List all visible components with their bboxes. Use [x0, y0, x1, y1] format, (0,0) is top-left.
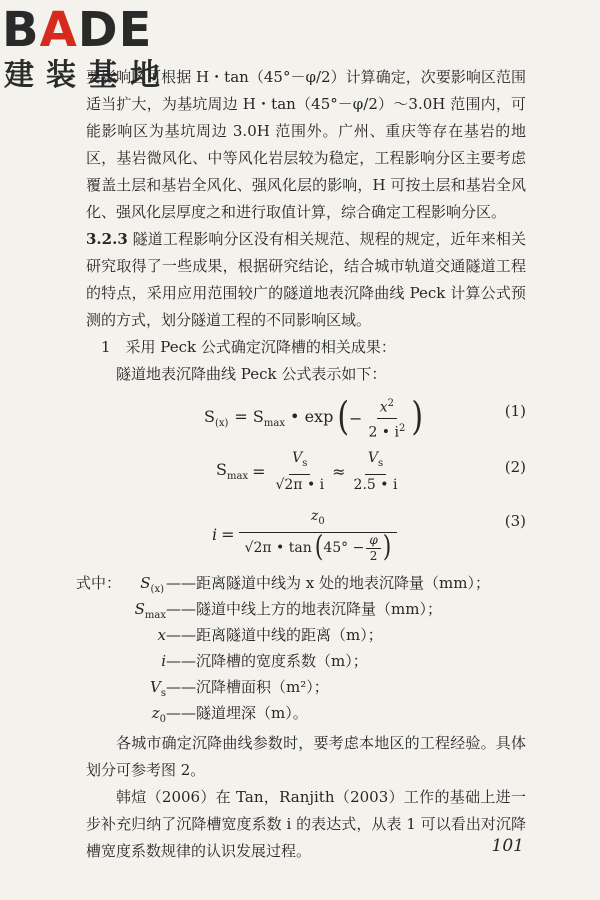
logo-wordmark: BADE: [2, 2, 153, 58]
eq2-fraction-1: $\frac{V_s}{√2\pi • i}$: [275, 450, 325, 493]
definitions-intro: 式中：: [76, 574, 122, 592]
section-text: 隧道工程影响分区没有相关规范、规程的规定，近年来相关研究取得了一些成果，根据研究结论，结合城市轨道交通隧道工程的特点，采用应用范围较广的隧道地表沉降曲线 Peck 计算公式预测的方式，划分隧道工程的不同影响区域。: [86, 230, 526, 329]
paragraph-cities: 各城市确定沉降曲线参数时，要考虑本地区的工程经验。具体划分可参考图 2。: [86, 734, 526, 779]
equation-3: i = $z_0$ √2π • tan ( 45° − $\frac{\varphi}{2}$ ) (3): [212, 508, 526, 564]
equation-1: $S_{(x)}$ = $S_{max}$ • exp ( − $\frac{x^2}{2 • i^2}$ ) (1): [204, 394, 526, 441]
definition-row: $V_s$ ——沉降槽面积（m²）；: [150, 678, 329, 699]
page-number: 101: [491, 836, 524, 856]
definition-row: x ——距离隧道中线的距离（m）；: [157, 626, 383, 644]
section-number: 3.2.3: [86, 230, 128, 248]
eq1-label: (1): [504, 402, 526, 420]
eq1-rhs: = $S_{max}$ • exp: [234, 407, 334, 430]
section-3-2-3: [86, 226, 526, 334]
eq2-lhs: $S_{max}$: [216, 460, 249, 483]
eq1-lhs: $S_{(x)}$: [204, 407, 229, 430]
eq2-label: (2): [504, 458, 526, 476]
item-1-heading: 1 采用 Peck 公式确定沉降槽的相关成果：: [101, 338, 396, 356]
eq3-lhs: i: [212, 525, 218, 545]
definition-row: $z_0$ ——隧道埋深（m）。: [151, 704, 308, 725]
logo-subtitle: 建装基地: [4, 58, 172, 93]
equation-2: $S_{max}$ = $\frac{V_s}{√2\pi • i}$ ≈ $\frac{V_s}{2.5 • i}$ (2): [216, 450, 526, 493]
eq2-fraction-2: $\frac{V_s}{2.5 • i}$: [353, 450, 398, 493]
eq3-label: (3): [504, 512, 526, 530]
formula-intro: 隧道地表沉降曲线 Peck 公式表示如下：: [116, 365, 387, 383]
symbol-definitions: [76, 570, 526, 726]
eq3-fraction: $z_0$ √2π • tan ( 45° − $\frac{\varphi}{2}$ ): [242, 506, 395, 564]
definition-row: $S_{max}$ ——隧道中线上方的地表沉降量（mm）；: [134, 600, 442, 621]
eq1-fraction: $\frac{x^2}{2 • i^2}$: [365, 394, 408, 442]
definition-row: 式中： $S_{(x)}$ ——距离隧道中线为 x 处的地表沉降量（mm）；: [86, 570, 526, 596]
page-body: [76, 64, 526, 865]
paragraph-han: 韩煊（2006）在 Tan，Ranjith（2003）工作的基础上进一步补充归纳了沉降槽宽度系数 i 的表达式，从表 1 可以看出对沉降槽宽度系数规律的认识发展过程。: [86, 788, 526, 860]
definition-row: i ——沉降槽的宽度系数（m）；: [161, 652, 368, 670]
paragraph-top: 要影响区可根据 H・tan（45°－φ/2）计算确定，次要影响区范围适当扩大，为基坑周边 H・tan（45°－φ/2）～3.0H 范围内，可能影响区为基坑周边 3.0H 范围外。广州、重庆等存在基岩的地区，基岩微风化、中等风化岩层较为稳定，工程影响分区主要考虑覆盖土层和基岩全风化、强风化层的影响，H 可按土层和基岩全风化、强风化层厚度之和进行取值计算，综合确定工程影响分区。: [86, 68, 526, 221]
